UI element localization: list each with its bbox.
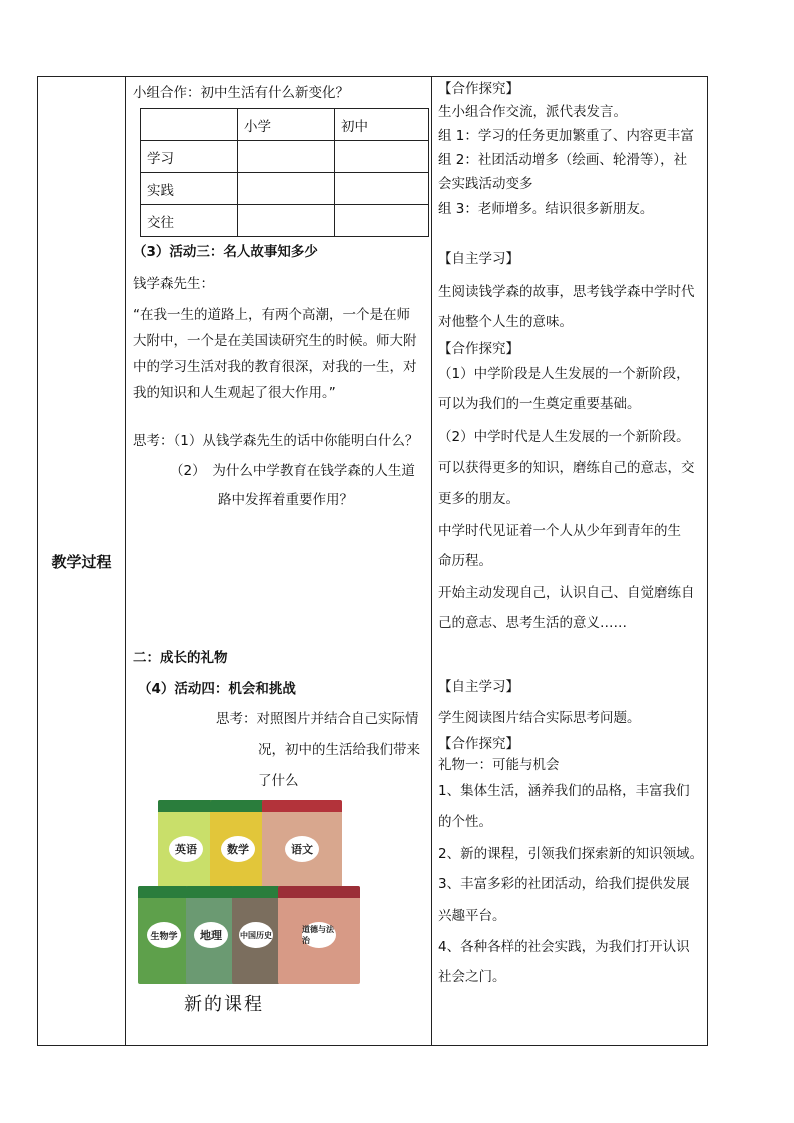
quote-line: “在我一生的道路上，有两个高潮，一个是在师 [133, 307, 410, 323]
right-text-line: 学生阅读图片结合实际思考问题。 [438, 710, 641, 726]
table-header-row [141, 109, 429, 141]
table-cell [238, 173, 335, 205]
think-question-2: （2） 为什么中学教育在钱学森的人生道 [170, 463, 415, 479]
quote-line: 大附中，一个是在美国读研究生的时候。师大附 [133, 333, 417, 349]
book-cover [158, 800, 214, 890]
book-title: 英语 [169, 836, 203, 862]
activity4-title: （4）活动四：机会和挑战 [138, 681, 296, 697]
textbooks-image [138, 800, 360, 986]
table-cell [335, 205, 429, 237]
book-cover [232, 886, 280, 984]
think4-line: 思考：对照图片并结合自己实际情 [216, 711, 419, 727]
book-title: 中国历史 [239, 922, 273, 948]
comparison-table [140, 108, 429, 237]
right-text-line: 1、集体生活，涵养我们的品格，丰富我们 [438, 783, 690, 799]
quote-line: 我的知识和人生观起了很大作用。” [133, 385, 336, 401]
books-caption: 新的课程 [184, 994, 264, 1015]
right-text-line: 中学时代见证着一个人从少年到青年的生 [438, 523, 681, 539]
table-row [141, 173, 429, 205]
right-text-line: 会实践活动变多 [438, 176, 533, 192]
table-header: 小学 [238, 109, 335, 141]
book-cover [278, 886, 360, 984]
speaker: 钱学森先生： [133, 276, 214, 292]
book-cover [186, 886, 236, 984]
right-text-line: 2、新的课程，引领我们探索新的知识领域。 [438, 846, 704, 862]
right-text-line: 组 1：学习的任务更加繁重了、内容更丰富 [438, 128, 694, 144]
book-title: 生物学 [147, 922, 181, 948]
think-question-1: 思考：（1）从钱学森先生的话中你能明白什么？ [133, 433, 419, 449]
right-text-line: 4、各种各样的社会实践，为我们打开认识 [438, 939, 690, 955]
book-cover [262, 800, 342, 892]
right-text-line: 【合作探究】 [438, 81, 519, 97]
right-text-line: 对他整个人生的意味。 [438, 314, 573, 330]
section2-title: 二：成长的礼物 [133, 650, 228, 666]
table-cell: 实践 [141, 173, 238, 205]
table-row [141, 141, 429, 173]
right-text-line: 生阅读钱学森的故事，思考钱学森中学时代 [438, 284, 695, 300]
right-text-line: （1）中学阶段是人生发展的一个新阶段， [438, 366, 690, 382]
right-text-line: 3、丰富多彩的社团活动，给我们提供发展 [438, 876, 690, 892]
right-text-line: 可以为我们的一生奠定重要基础。 [438, 396, 641, 412]
right-text-line: 命历程。 [438, 553, 492, 569]
right-text-line: 开始主动发现自己，认识自己、自觉磨练自 [438, 585, 695, 601]
right-text-line: 礼物一：可能与机会 [438, 757, 560, 773]
table-header: 初中 [335, 109, 429, 141]
right-text-line: 【自主学习】 [438, 251, 519, 267]
table-cell [238, 205, 335, 237]
book-title: 数学 [221, 836, 255, 862]
right-text-line: 【合作探究】 [438, 736, 519, 752]
book-title: 道德与法治 [302, 922, 336, 948]
think-question-2-cont: 路中发挥着重要作用？ [218, 492, 353, 508]
right-text-line: 【自主学习】 [438, 679, 519, 695]
book-title: 地理 [194, 922, 228, 948]
right-text-line: 组 3：老师增多。结识很多新朋友。 [438, 201, 654, 217]
think4-line: 了什么 [258, 773, 299, 789]
book-cover [210, 800, 266, 890]
quote-line: 中的学习生活对我的教育很深，对我的一生，对 [133, 359, 417, 375]
right-text-line: （2）中学时代是人生发展的一个新阶段。 [438, 429, 690, 445]
table-cell [335, 173, 429, 205]
section-label: 教学过程 [51, 552, 112, 571]
right-text-line: 组 2：社团活动增多（绘画、轮滑等），社 [438, 152, 688, 168]
activity3-title: （3）活动三：名人故事知多少 [133, 244, 318, 260]
right-text-line: 【合作探究】 [438, 341, 519, 357]
right-text-line: 可以获得更多的知识，磨练自己的意志，交 [438, 460, 695, 476]
right-text-line: 更多的朋友。 [438, 491, 519, 507]
book-title: 语文 [285, 836, 319, 862]
right-text-line: 的个性。 [438, 814, 492, 830]
right-text-line: 生小组合作交流，派代表发言。 [438, 104, 627, 120]
table-cell [238, 141, 335, 173]
table-cell [335, 141, 429, 173]
right-text-line: 己的意志、思考生活的意义…… [438, 615, 627, 631]
think4-line: 况，初中的生活给我们带来 [258, 742, 420, 758]
column-divider [431, 77, 432, 1045]
table-cell: 交往 [141, 205, 238, 237]
table-row [141, 205, 429, 237]
table-cell [141, 109, 238, 141]
column-divider [125, 77, 126, 1045]
book-cover [138, 886, 190, 984]
right-text-line: 社会之门。 [438, 969, 506, 985]
right-text-line: 兴趣平台。 [438, 908, 506, 924]
group-title: 小组合作：初中生活有什么新变化？ [133, 85, 349, 101]
table-cell: 学习 [141, 141, 238, 173]
